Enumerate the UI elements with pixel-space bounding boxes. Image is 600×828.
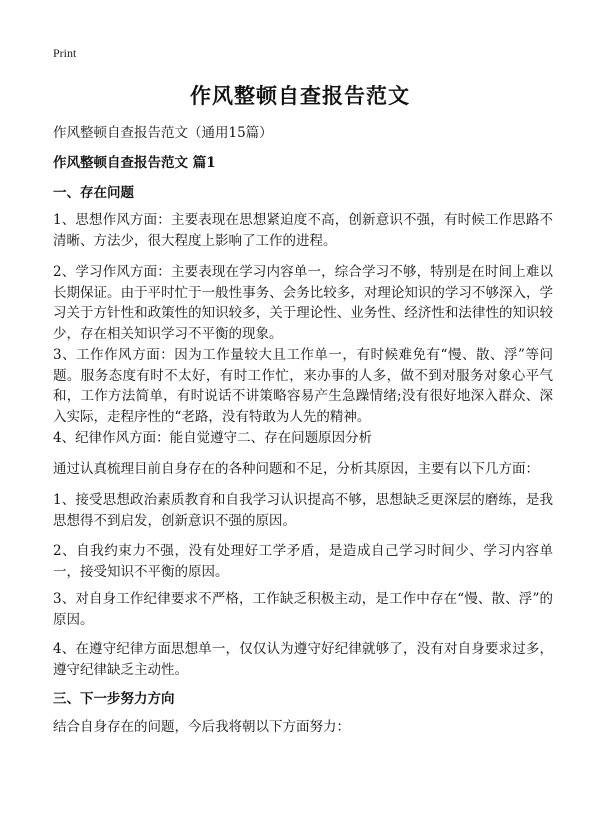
paragraph: 结合自身存在的问题，今后我将朝以下方面努力： <box>53 719 350 735</box>
paragraph: 2、学习作风方面：主要表现在学习内容单一，综合学习不够，特别是在时间上难以长期保证。由于平时忙于一般性事务、会务比较多，对理论知识的学习不够深入，学习关于方针性和政策性的知识较多，关于理论性、业务性、经济性和法律性的知识较少，存在相关知识学习不平衡的现象。 <box>53 264 553 342</box>
paragraph: 通过认真梳理目前自身存在的各种问题和不足，分析其原因，主要有以下几方面： <box>53 461 539 477</box>
chapter-heading: 作风整顿自查报告范文 篇1 <box>53 155 216 171</box>
section-heading-next-steps: 三、下一步努力方向 <box>53 691 175 707</box>
document-title: 作风整顿自查报告范文 <box>190 83 410 108</box>
paragraph: 3、工作作风方面：因为工作量较大且工作单一，有时候难免有“慢、散、浮”等问题。服务态度有时不太好，有时工作忙，来办事的人多，做不到对服务对象心平气和，工作方法简单，有时说话不讲策略容易产生急躁情绪;没有很好地深入群众、深入实际，走程序性的“老路，没有特敢为人先的精神。 <box>53 347 553 425</box>
section-heading-problems: 一、存在问题 <box>53 185 134 201</box>
paragraph: 1、思想作风方面：主要表现在思想紧迫度不高，创新意识不强，有时候工作思路不清晰、方法少，很大程度上影响了工作的进程。 <box>53 212 553 249</box>
paragraph: 3、对自身工作纪律要求不严格，工作缺乏积极主动，是工作中存在“慢、散、浮”的原因。 <box>53 591 553 628</box>
paragraph: 2、自我约束力不强，没有处理好工学矛盾，是造成自己学习时间少、学习内容单一，接受知识不平衡的原因。 <box>53 543 553 580</box>
paragraph: 1、接受思想政治素质教育和自我学习认识提高不够，思想缺乏更深层的磨练，是我思想得不到启发，创新意识不强的原因。 <box>53 492 553 529</box>
print-label[interactable]: Print <box>53 46 77 60</box>
document-subtitle: 作风整顿自查报告范文（通用15篇） <box>53 125 273 141</box>
paragraph: 4、纪律作风方面：能自觉遵守二、存在问题原因分析 <box>53 430 373 446</box>
paragraph: 4、在遵守纪律方面思想单一，仅仅认为遵守好纪律就够了，没有对自身要求过多，遵守纪律缺乏主动性。 <box>53 641 553 678</box>
